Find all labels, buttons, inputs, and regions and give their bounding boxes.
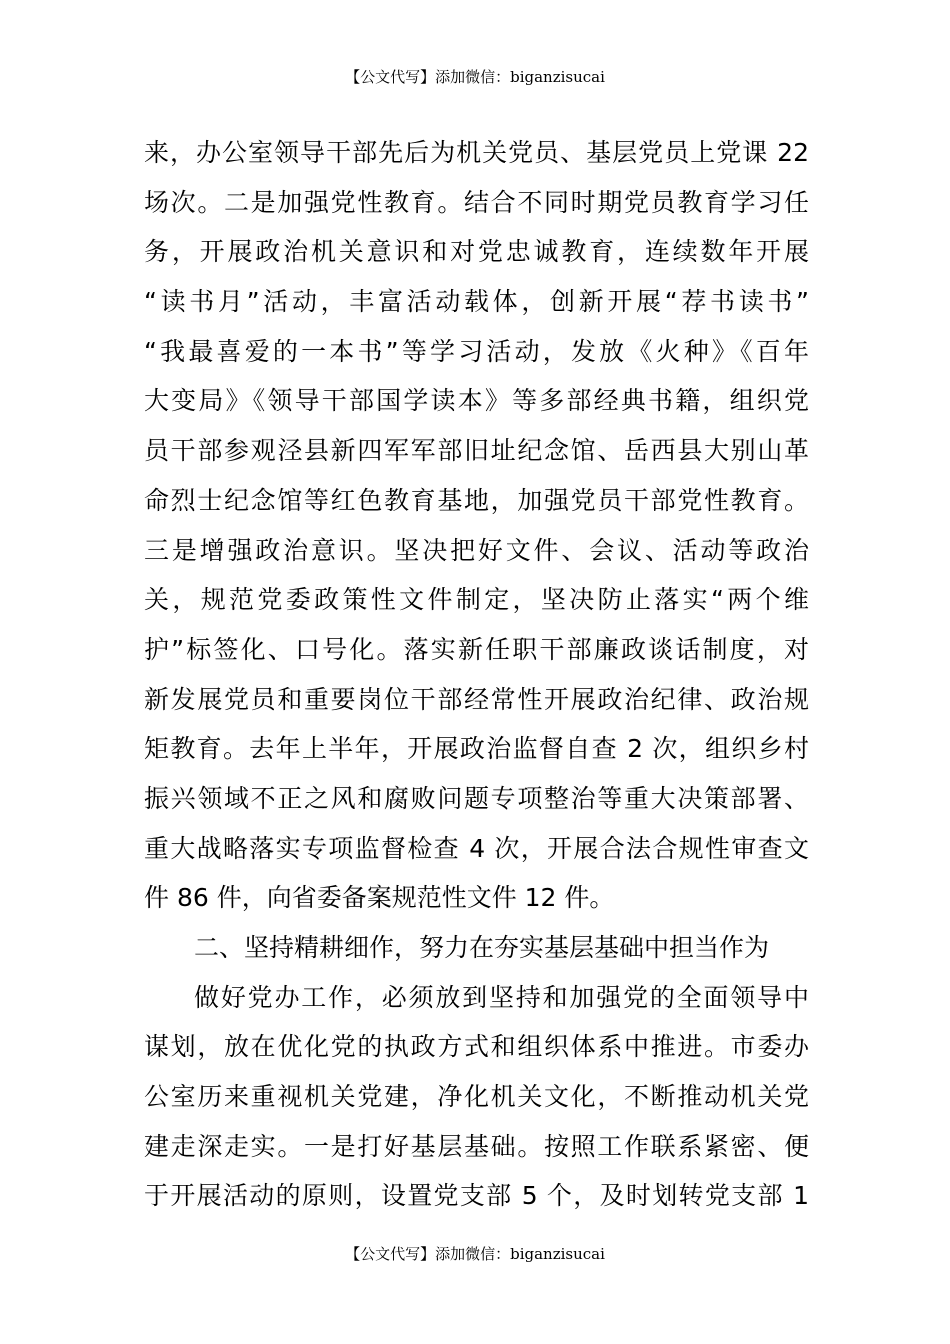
text-line: 于开展活动的原则，设置党支部 5 个，及时划转党支部 1 (144, 1181, 809, 1211)
text-line: 谋划，放在优化党的执政方式和组织体系中推进。市委办 (144, 1032, 809, 1062)
text-line: 三是增强政治意识。坚决把好文件、会议、活动等政治 (144, 535, 809, 565)
text-line: 务，开展政治机关意识和对党忠诚教育，连续数年开展 (144, 237, 809, 267)
page-footer-watermark: 【公文代写】添加微信：biganzisucai (345, 1245, 605, 1263)
text-line: 关，规范党委政策性文件制定，坚决防止落实“两个维 (144, 585, 809, 615)
text-line: 新发展党员和重要岗位干部经常性开展政治纪律、政治规 (144, 684, 809, 714)
section-heading: 二、坚持精耕细作，努力在夯实基层基础中担当作为 (194, 933, 770, 962)
text-line: 场次。二是加强党性教育。结合不同时期党员教育学习任 (144, 187, 809, 217)
text-line: “读书月”活动，丰富活动载体，创新开展“荐书读书” (144, 287, 809, 317)
text-line: 重大战略落实专项监督检查 4 次，开展合法合规性审查文 (144, 833, 809, 863)
text-line: “我最喜爱的一本书”等学习活动，发放《火种》《百年 (144, 336, 809, 366)
text-line: 振兴领域不正之风和腐败问题专项整治等重大决策部署、 (144, 783, 809, 813)
text-line: 公室历来重视机关党建，净化机关文化，不断推动机关党 (144, 1082, 809, 1112)
page-header-watermark: 【公文代写】添加微信：biganzisucai (345, 68, 605, 86)
text-line: 件 86 件，向省委备案规范性文件 12 件。 (144, 883, 615, 913)
text-line: 命烈士纪念馆等红色教育基地，加强党员干部党性教育。 (144, 485, 809, 515)
text-line: 来，办公室领导干部先后为机关党员、基层党员上党课 22 (144, 138, 809, 167)
text-line: 员干部参观泾县新四军军部旧址纪念馆、岳西县大别山革 (144, 436, 809, 466)
text-line: 矩教育。去年上半年，开展政治监督自查 2 次，组织乡村 (144, 734, 809, 764)
text-line: 大变局》《领导干部国学读本》等多部经典书籍，组织党 (144, 386, 809, 416)
text-line: 护”标签化、口号化。落实新任职干部廉政谈话制度，对 (144, 634, 809, 664)
text-line: 做好党办工作，必须放到坚持和加强党的全面领导中 (194, 982, 809, 1012)
document-body (144, 128, 809, 1221)
text-line: 建走深走实。一是打好基层基础。按照工作联系紧密、便 (144, 1131, 809, 1161)
